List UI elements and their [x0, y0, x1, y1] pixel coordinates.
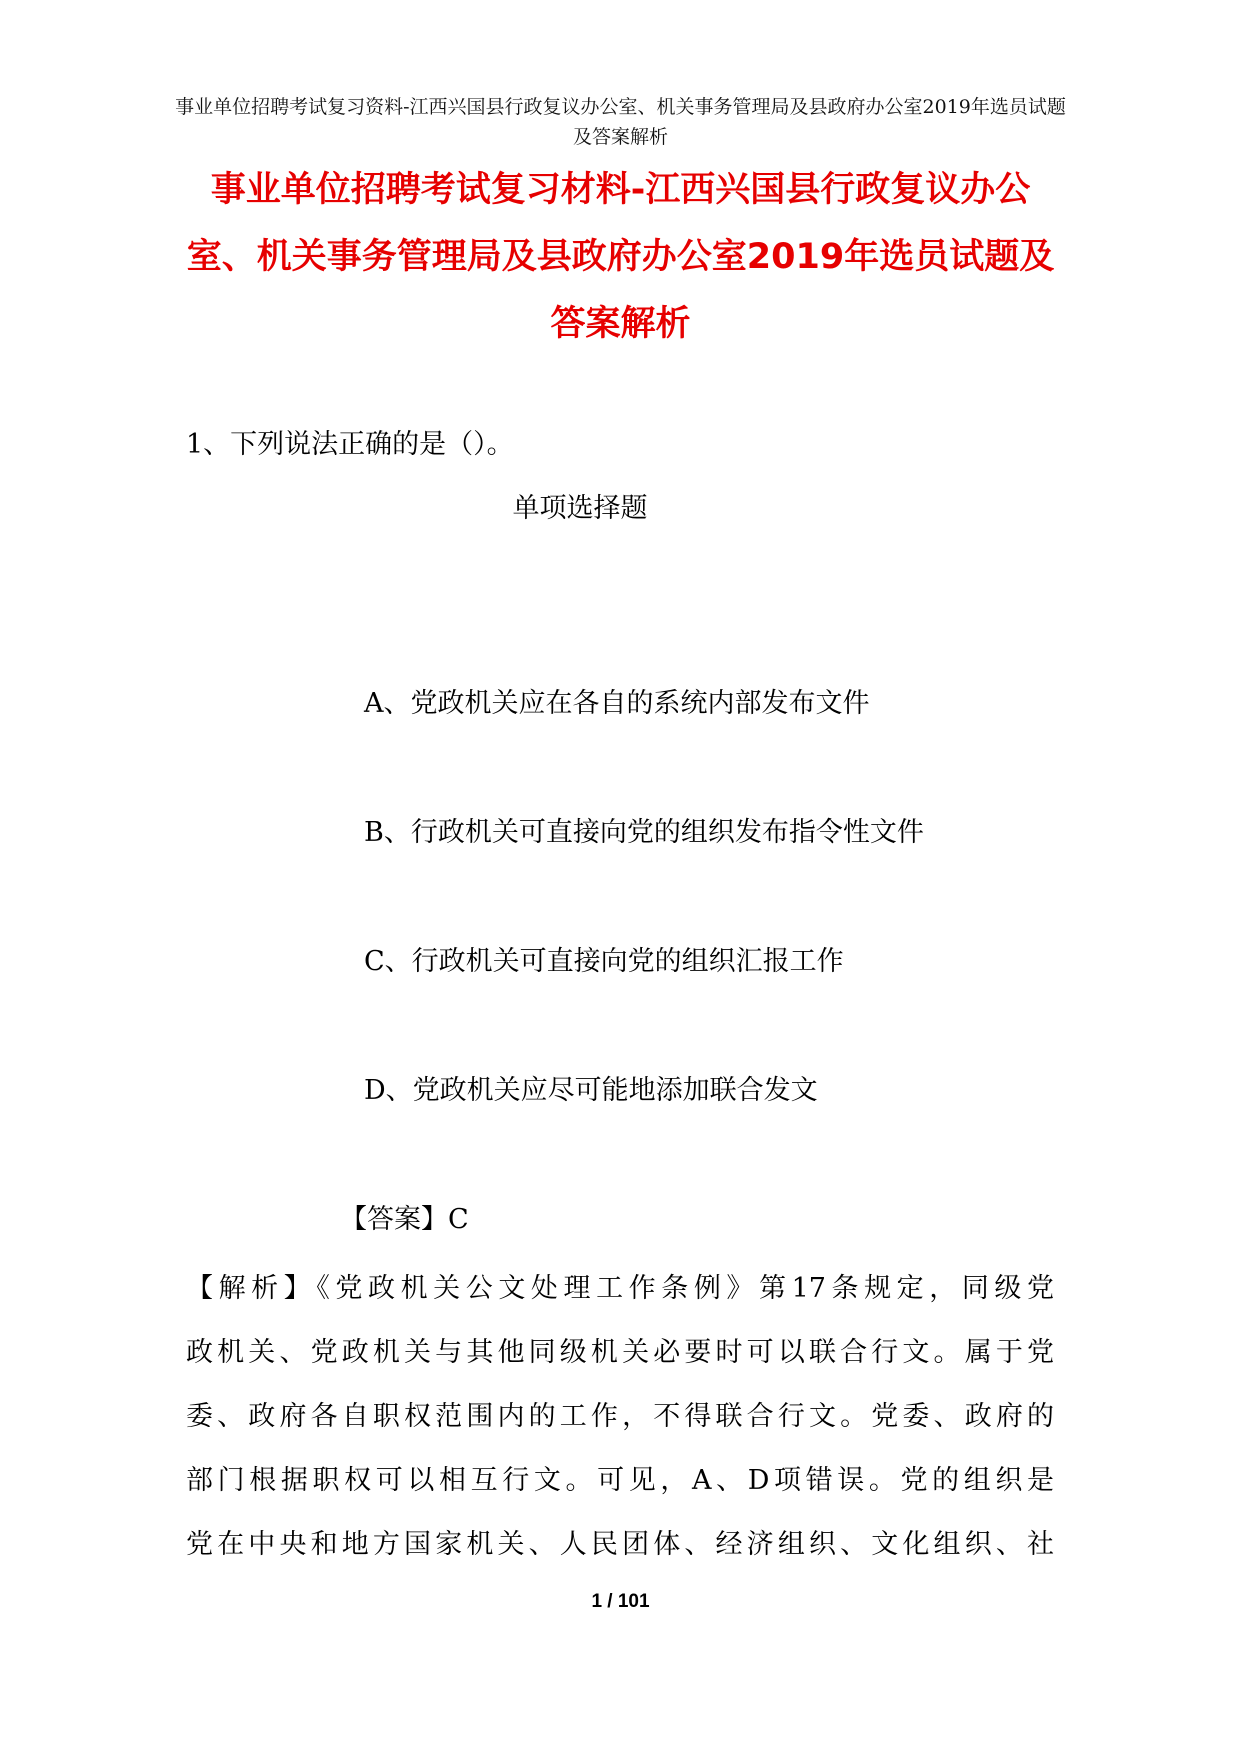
running-header: 事业单位招聘考试复习资料-江西兴国县行政复议办公室、机关事务管理局及县政府办公室2019年选员试题及答案解析 [175, 96, 1066, 148]
analysis-line: 党在中央和地方国家机关、人民团体、经济组织、文化组织、社 [186, 1529, 1054, 1560]
analysis-line: 政机关、党政机关与其他同级机关必要时可以联合行文。属于党 [186, 1337, 1054, 1368]
option-c: C、行政机关可直接向党的组织汇报工作 [364, 946, 844, 977]
option-a: A、党政机关应在各自的系统内部发布文件 [364, 688, 870, 719]
analysis [186, 1257, 1054, 1577]
answer: 【答案】C [340, 1204, 469, 1235]
option-b: B、行政机关可直接向党的组织发布指令性文件 [364, 817, 924, 848]
question-type: 单项选择题 [512, 493, 648, 524]
analysis-line: 【解析】《党政机关公文处理工作条例》第17条规定，同级党 [186, 1273, 1054, 1304]
document-title: 事业单位招聘考试复习材料-江西兴国县行政复议办公室、机关事务管理局及县政府办公室2019年选员试题及答案解析 [186, 170, 1055, 344]
option-d: D、党政机关应尽可能地添加联合发文 [364, 1075, 818, 1106]
page-number: 1 / 101 [591, 1591, 650, 1612]
question-stem: 1、下列说法正确的是（）。 [186, 429, 514, 460]
analysis-line: 委、政府各自职权范围内的工作，不得联合行文。党委、政府的 [186, 1401, 1054, 1432]
analysis-line: 部门根据职权可以相互行文。可见，A、D项错误。党的组织是 [186, 1465, 1054, 1496]
